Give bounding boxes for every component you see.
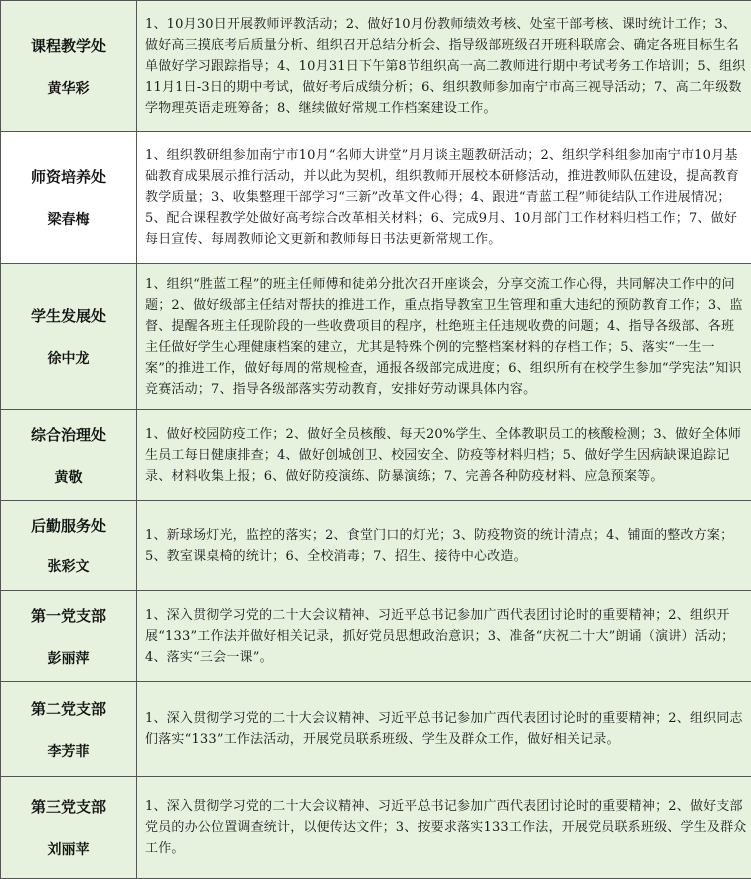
table-row xyxy=(1,410,751,501)
department-cell xyxy=(1,410,137,501)
plan-content: 1、新球场灯光，监控的落实；2、食堂门口的灯光；3、防疫物资的统计清点；4、铺面的整改方案；5、教室课桌椅的统计；6、全校消毒；7、招生、接待中心改造。 xyxy=(137,501,751,591)
department-name: 第二党支部 xyxy=(1,698,136,719)
person-name: 黄敬 xyxy=(1,467,136,487)
department-cell xyxy=(1,682,137,777)
department-cell xyxy=(1,777,137,879)
plan-content: 1、做好校园防疫工作；2、做好全员核酸、每天20%学生、全体教职员工的核酸检测；3、做好全体师生员工每日健康排查；4、做好创城创卫、校园安全、防疫等材料归档；5、做好学生因病缺课追踪记录、材料收集上报；6、做好防疫演练、防暴演练；7、完善各种防疫材料、应急预案等。 xyxy=(137,410,751,501)
department-cell xyxy=(1,264,137,410)
person-name: 张彩文 xyxy=(1,556,136,576)
person-name: 刘丽苹 xyxy=(1,839,136,859)
table-row xyxy=(1,682,751,777)
department-name: 学生发展处 xyxy=(1,305,136,326)
table-row xyxy=(1,777,751,879)
department-name: 第一党支部 xyxy=(1,605,136,626)
plan-content: 1、组织“胜蓝工程”的班主任师傅和徒弟分批次召开座谈会，分享交流工作心得，共同解决工作中的问题；2、做好级部主任结对帮扶的推进工作，重点指导教室卫生管理和重大违纪的预防教育工作；3、监督、提醒各班主任现阶段的一些收费项目的程序，杜绝班主任违规收费的问题；4、指导各级部、各班主任做好学生心理健康档案的建立，尤其是特殊个例的完整档案材料的存档工作；5、落实“一生一案”的推进工作，做好每周的常规检查，通报各级部完成进度；6、组织所有在校学生参加“学宪法”知识竞赛活动；7、指导各级部落实劳动教育，安排好劳动课具体内容。 xyxy=(137,264,751,410)
department-name: 第三党支部 xyxy=(1,796,136,817)
plan-content: 1、深入贯彻学习党的二十大会议精神、习近平总书记参加广西代表团讨论时的重要精神；2、做好支部党员的办公位置调查统计，以便传达文件；3、按要求落实133工作法，开展党员联系班级、学生及群众工作。 xyxy=(137,777,751,879)
table-row xyxy=(1,132,751,264)
department-cell xyxy=(1,132,137,264)
department-name: 师资培养处 xyxy=(1,166,136,187)
department-name: 后勤服务处 xyxy=(1,515,136,536)
person-name: 彭丽萍 xyxy=(1,648,136,668)
department-cell xyxy=(1,1,137,132)
department-cell xyxy=(1,591,137,682)
person-name: 梁春梅 xyxy=(1,209,136,229)
table-row xyxy=(1,501,751,591)
department-name: 综合治理处 xyxy=(1,424,136,445)
plan-content: 1、深入贯彻学习党的二十大会议精神、习近平总书记参加广西代表团讨论时的重要精神；2、组织同志们落实“133”工作法活动，开展党员联系班级、学生及群众工作，做好相关记录。 xyxy=(137,682,751,777)
person-name: 李芳菲 xyxy=(1,741,136,761)
plan-content: 1、深入贯彻学习党的二十大会议精神、习近平总书记参加广西代表团讨论时的重要精神；2、组织开展“133”工作法并做好相关记录，抓好党员思想政治意识；3、准备“庆祝二十大”朗诵（演讲）活动；4、落实“三会一课”。 xyxy=(137,591,751,682)
table-row xyxy=(1,591,751,682)
plan-content: 1、组织教研组参加南宁市10月“名师大讲堂”月月谈主题教研活动；2、组织学科组参加南宁市10月基础教育成果展示推行活动，并以此为契机，组织教师开展校本研修活动，推进教师队伍建设，提高教育教学质量；3、收集整理干部学习“三新”改革文件心得；4、跟进“青蓝工程”师徒结队工作进展情况；5、配合课程教学处做好高考综合改革相关材料；6、完成9月、10月部门工作材料归档工作；7、做好每日宣传、每周教师论文更新和教师每日书法更新常规工作。 xyxy=(137,132,751,264)
department-name: 课程教学处 xyxy=(1,35,136,56)
table-row xyxy=(1,1,751,132)
plan-content: 1、10月30日开展教师评教活动；2、做好10月份教师绩效考核、处室干部考核、课时统计工作；3、做好高三摸底考后质量分析、组织召开总结分析会、指导级部班级召开班科联席会、确定各班目标生名单做好学习跟踪指导；4、10月31日下午第8节组织高一高二教师进行期中考试考务工作培训；5、组织11月1日-3日的期中考试，做好考后成绩分析；6、组织教师参加南宁市高三视导活动；7、高二年级数学物理英语走班筹备；8、继续做好常规工作档案建设工作。 xyxy=(137,1,751,132)
department-cell xyxy=(1,501,137,591)
person-name: 徐中龙 xyxy=(1,348,136,368)
table-row xyxy=(1,264,751,410)
person-name: 黄华彩 xyxy=(1,78,136,98)
